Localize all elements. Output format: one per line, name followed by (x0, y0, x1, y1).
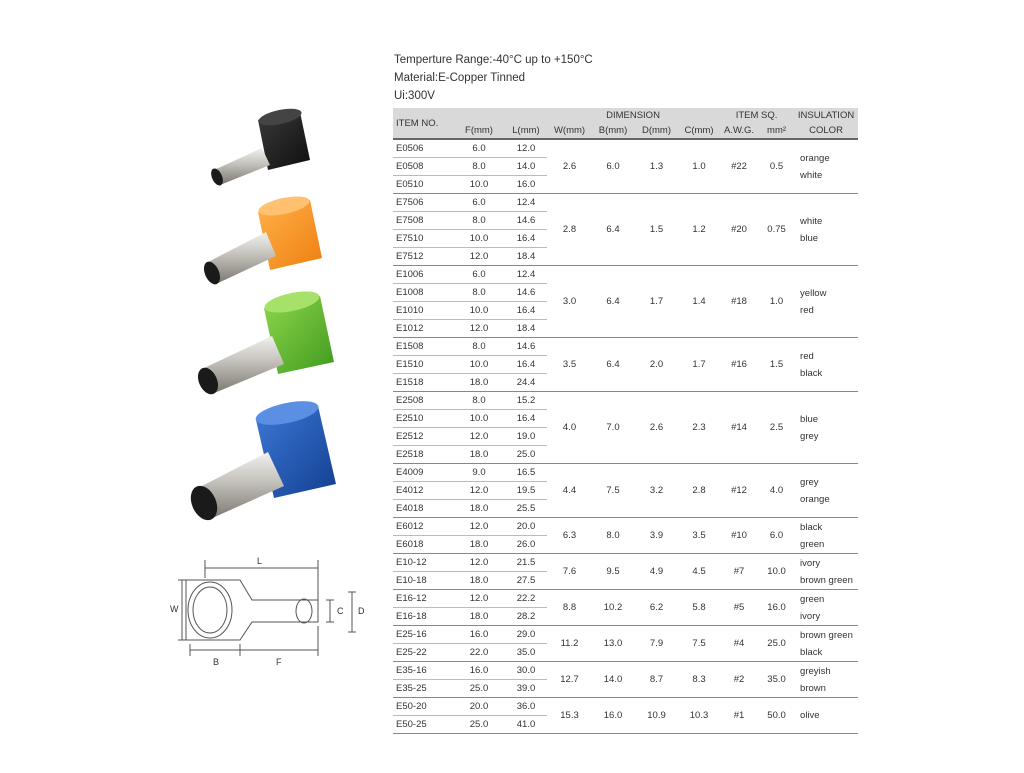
item-no-cell: E0508 (393, 158, 453, 176)
item-no-cell: E2510 (393, 410, 453, 428)
color-cell (794, 194, 858, 266)
w-cell: 15.3 (547, 698, 592, 734)
l-cell: 28.2 (505, 608, 547, 626)
awg-cell: #16 (719, 338, 759, 392)
item-no-cell: E1518 (393, 374, 453, 392)
awg-cell: #1 (719, 698, 759, 734)
item-no-cell: E50-20 (393, 698, 453, 716)
header-c: C(mm) (679, 123, 719, 139)
table-row (393, 338, 858, 356)
l-cell: 30.0 (505, 662, 547, 680)
w-cell: 2.6 (547, 139, 592, 194)
mm2-cell: 6.0 (759, 518, 794, 554)
table-row (393, 194, 858, 212)
item-no-cell: E25-22 (393, 644, 453, 662)
b-cell: 8.0 (592, 518, 634, 554)
color-cell (794, 266, 858, 338)
header-w: W(mm) (547, 123, 592, 139)
item-no-cell: E7510 (393, 230, 453, 248)
c-cell: 2.8 (679, 464, 719, 518)
table-row (393, 518, 858, 536)
color-name: black (800, 367, 823, 379)
mm2-cell: 25.0 (759, 626, 794, 662)
color-name: ivory (800, 610, 821, 622)
label-c: C (337, 606, 344, 616)
c-cell: 4.5 (679, 554, 719, 590)
l-cell: 21.5 (505, 554, 547, 572)
header-dimension: DIMENSION (547, 108, 719, 123)
l-cell: 20.0 (505, 518, 547, 536)
l-cell: 16.4 (505, 230, 547, 248)
c-cell: 1.2 (679, 194, 719, 266)
item-no-cell: E10-12 (393, 554, 453, 572)
label-f: F (276, 657, 282, 667)
b-cell: 16.0 (592, 698, 634, 734)
l-cell: 14.6 (505, 212, 547, 230)
d-cell: 7.9 (634, 626, 679, 662)
l-cell: 14.0 (505, 158, 547, 176)
color-name: brown green (800, 629, 853, 641)
color-name: red (800, 350, 814, 362)
item-no-cell: E1510 (393, 356, 453, 374)
header-awg: A.W.G. (719, 123, 759, 139)
d-cell: 1.7 (634, 266, 679, 338)
item-no-cell: E0506 (393, 139, 453, 158)
d-cell: 10.9 (634, 698, 679, 734)
l-cell: 16.4 (505, 302, 547, 320)
color-cell (794, 626, 858, 662)
f-cell: 9.0 (453, 464, 505, 482)
awg-cell: #2 (719, 662, 759, 698)
color-name: green (800, 538, 825, 550)
l-cell: 12.4 (505, 266, 547, 284)
table-row (393, 266, 858, 284)
table-row (393, 698, 858, 716)
f-cell: 8.0 (453, 392, 505, 410)
w-cell: 4.0 (547, 392, 592, 464)
l-cell: 19.0 (505, 428, 547, 446)
f-cell: 10.0 (453, 176, 505, 194)
table-row (393, 464, 858, 482)
mm2-cell: 35.0 (759, 662, 794, 698)
color-name: ivory (800, 557, 821, 569)
l-cell: 36.0 (505, 698, 547, 716)
color-name: orange (800, 152, 830, 164)
item-no-cell: E1508 (393, 338, 453, 356)
item-no-cell: E1008 (393, 284, 453, 302)
item-no-cell: E7508 (393, 212, 453, 230)
header-insulation: INSULATION (794, 108, 858, 123)
dimension-diagram (178, 560, 356, 656)
table-body (393, 139, 858, 734)
b-cell: 6.4 (592, 266, 634, 338)
l-cell: 14.6 (505, 338, 547, 356)
d-cell: 3.9 (634, 518, 679, 554)
color-cell (794, 662, 858, 698)
f-cell: 25.0 (453, 680, 505, 698)
mm2-cell: 2.5 (759, 392, 794, 464)
table-row (393, 662, 858, 680)
d-cell: 4.9 (634, 554, 679, 590)
w-cell: 6.3 (547, 518, 592, 554)
item-no-cell: E1006 (393, 266, 453, 284)
f-cell: 18.0 (453, 608, 505, 626)
ferrule-orange (201, 193, 322, 287)
f-cell: 12.0 (453, 320, 505, 338)
l-cell: 39.0 (505, 680, 547, 698)
f-cell: 12.0 (453, 482, 505, 500)
awg-cell: #12 (719, 464, 759, 518)
ferrule-spec-table (393, 108, 858, 734)
color-cell (794, 518, 858, 554)
color-cell (794, 139, 858, 194)
header-d: D(mm) (634, 123, 679, 139)
w-cell: 11.2 (547, 626, 592, 662)
l-cell: 16.5 (505, 464, 547, 482)
item-no-cell: E1012 (393, 320, 453, 338)
awg-cell: #18 (719, 266, 759, 338)
f-cell: 22.0 (453, 644, 505, 662)
item-no-cell: E1010 (393, 302, 453, 320)
f-cell: 6.0 (453, 194, 505, 212)
b-cell: 6.4 (592, 338, 634, 392)
item-no-cell: E2518 (393, 446, 453, 464)
ferrule-spec-table-wrapper (393, 108, 858, 734)
l-cell: 16.0 (505, 176, 547, 194)
l-cell: 19.5 (505, 482, 547, 500)
item-no-cell: E0510 (393, 176, 453, 194)
header-b: B(mm) (592, 123, 634, 139)
mm2-cell: 1.5 (759, 338, 794, 392)
table-row (393, 139, 858, 158)
spec-voltage: Ui:300V (394, 90, 435, 102)
l-cell: 27.5 (505, 572, 547, 590)
b-cell: 6.0 (592, 139, 634, 194)
l-cell: 16.4 (505, 410, 547, 428)
f-cell: 10.0 (453, 302, 505, 320)
c-cell: 1.7 (679, 338, 719, 392)
awg-cell: #10 (719, 518, 759, 554)
d-cell: 3.2 (634, 464, 679, 518)
f-cell: 8.0 (453, 284, 505, 302)
awg-cell: #20 (719, 194, 759, 266)
awg-cell: #5 (719, 590, 759, 626)
l-cell: 26.0 (505, 536, 547, 554)
color-name: yellow (800, 287, 827, 299)
f-cell: 12.0 (453, 518, 505, 536)
f-cell: 18.0 (453, 572, 505, 590)
color-name: brown (800, 682, 826, 694)
b-cell: 6.4 (592, 194, 634, 266)
f-cell: 10.0 (453, 230, 505, 248)
mm2-cell: 0.5 (759, 139, 794, 194)
f-cell: 18.0 (453, 536, 505, 554)
l-cell: 12.0 (505, 139, 547, 158)
d-cell: 8.7 (634, 662, 679, 698)
c-cell: 8.3 (679, 662, 719, 698)
table-row (393, 392, 858, 410)
color-name: blue (800, 413, 819, 425)
f-cell: 8.0 (453, 158, 505, 176)
f-cell: 16.0 (453, 662, 505, 680)
c-cell: 7.5 (679, 626, 719, 662)
l-cell: 18.4 (505, 248, 547, 266)
item-no-cell: E6012 (393, 518, 453, 536)
specifications (394, 51, 593, 105)
table-header (393, 108, 858, 139)
item-no-cell: E35-25 (393, 680, 453, 698)
header-mm2: mm² (759, 123, 794, 139)
header-f: F(mm) (453, 123, 505, 139)
color-cell (794, 392, 858, 464)
b-cell: 9.5 (592, 554, 634, 590)
f-cell: 12.0 (453, 248, 505, 266)
f-cell: 18.0 (453, 446, 505, 464)
mm2-cell: 50.0 (759, 698, 794, 734)
awg-cell: #14 (719, 392, 759, 464)
color-name: olive (800, 710, 820, 721)
awg-cell: #7 (719, 554, 759, 590)
l-cell: 14.6 (505, 284, 547, 302)
item-no-cell: E16-18 (393, 608, 453, 626)
b-cell: 13.0 (592, 626, 634, 662)
item-no-cell: E2508 (393, 392, 453, 410)
label-d: D (358, 606, 365, 616)
f-cell: 25.0 (453, 716, 505, 734)
label-w: W (170, 604, 179, 614)
color-name: white (800, 215, 823, 227)
b-cell: 7.0 (592, 392, 634, 464)
awg-cell: #4 (719, 626, 759, 662)
l-cell: 29.0 (505, 626, 547, 644)
w-cell: 2.8 (547, 194, 592, 266)
item-no-cell: E4009 (393, 464, 453, 482)
l-cell: 12.4 (505, 194, 547, 212)
l-cell: 41.0 (505, 716, 547, 734)
mm2-cell: 0.75 (759, 194, 794, 266)
item-no-cell: E6018 (393, 536, 453, 554)
header-item-sq: ITEM SQ. (719, 108, 794, 123)
color-cell (794, 590, 858, 626)
awg-cell: #22 (719, 139, 759, 194)
d-cell: 2.6 (634, 392, 679, 464)
color-name: black (800, 646, 823, 658)
header-item-no: ITEM NO. (393, 108, 453, 139)
d-cell: 2.0 (634, 338, 679, 392)
f-cell: 16.0 (453, 626, 505, 644)
item-no-cell: E10-18 (393, 572, 453, 590)
f-cell: 12.0 (453, 590, 505, 608)
c-cell: 1.4 (679, 266, 719, 338)
f-cell: 18.0 (453, 374, 505, 392)
color-cell (794, 464, 858, 518)
c-cell: 3.5 (679, 518, 719, 554)
table-row (393, 626, 858, 644)
label-l: L (257, 556, 263, 566)
item-no-cell: E2512 (393, 428, 453, 446)
d-cell: 1.3 (634, 139, 679, 194)
l-cell: 16.4 (505, 356, 547, 374)
l-cell: 15.2 (505, 392, 547, 410)
item-no-cell: E16-12 (393, 590, 453, 608)
l-cell: 22.2 (505, 590, 547, 608)
w-cell: 8.8 (547, 590, 592, 626)
w-cell: 3.0 (547, 266, 592, 338)
c-cell: 10.3 (679, 698, 719, 734)
header-color: COLOR (794, 123, 858, 139)
label-b: B (213, 657, 220, 667)
l-cell: 25.0 (505, 446, 547, 464)
spec-temperature: Temperture Range:-40°C up to +150°C (394, 54, 593, 66)
f-cell: 6.0 (453, 139, 505, 158)
item-no-cell: E7512 (393, 248, 453, 266)
mm2-cell: 1.0 (759, 266, 794, 338)
mm2-cell: 16.0 (759, 590, 794, 626)
w-cell: 12.7 (547, 662, 592, 698)
f-cell: 10.0 (453, 410, 505, 428)
l-cell: 18.4 (505, 320, 547, 338)
c-cell: 2.3 (679, 392, 719, 464)
l-cell: 24.4 (505, 374, 547, 392)
w-cell: 3.5 (547, 338, 592, 392)
color-cell (794, 338, 858, 392)
f-cell: 8.0 (453, 338, 505, 356)
color-name: blue (800, 232, 819, 244)
b-cell: 14.0 (592, 662, 634, 698)
ferrule-blue (186, 397, 336, 525)
table-row (393, 590, 858, 608)
f-cell: 12.0 (453, 428, 505, 446)
f-cell: 18.0 (453, 500, 505, 518)
item-no-cell: E50-25 (393, 716, 453, 734)
ferrule-images (0, 0, 380, 768)
table-row (393, 554, 858, 572)
ferrule-black (209, 106, 310, 188)
color-name: brown green (800, 574, 853, 586)
b-cell: 7.5 (592, 464, 634, 518)
product-illustrations (0, 0, 380, 768)
mm2-cell: 10.0 (759, 554, 794, 590)
w-cell: 7.6 (547, 554, 592, 590)
color-cell (794, 554, 858, 590)
c-cell: 1.0 (679, 139, 719, 194)
item-no-cell: E35-16 (393, 662, 453, 680)
d-cell: 6.2 (634, 590, 679, 626)
w-cell: 4.4 (547, 464, 592, 518)
f-cell: 6.0 (453, 266, 505, 284)
color-cell (794, 698, 858, 734)
ferrule-green (194, 287, 334, 397)
header-l: L(mm) (505, 123, 547, 139)
spec-material: Material:E-Copper Tinned (394, 72, 526, 84)
f-cell: 12.0 (453, 554, 505, 572)
color-name: grey (800, 476, 819, 488)
b-cell: 10.2 (592, 590, 634, 626)
color-name: grey (800, 430, 819, 442)
l-cell: 35.0 (505, 644, 547, 662)
f-cell: 8.0 (453, 212, 505, 230)
color-name: white (800, 169, 823, 181)
color-name: greyish (800, 665, 831, 677)
item-no-cell: E7506 (393, 194, 453, 212)
item-no-cell: E4018 (393, 500, 453, 518)
mm2-cell: 4.0 (759, 464, 794, 518)
color-name: green (800, 593, 825, 605)
d-cell: 1.5 (634, 194, 679, 266)
color-name: black (800, 521, 823, 533)
color-name: orange (800, 493, 830, 505)
item-no-cell: E4012 (393, 482, 453, 500)
f-cell: 20.0 (453, 698, 505, 716)
c-cell: 5.8 (679, 590, 719, 626)
item-no-cell: E25-16 (393, 626, 453, 644)
color-name: red (800, 304, 814, 316)
f-cell: 10.0 (453, 356, 505, 374)
l-cell: 25.5 (505, 500, 547, 518)
